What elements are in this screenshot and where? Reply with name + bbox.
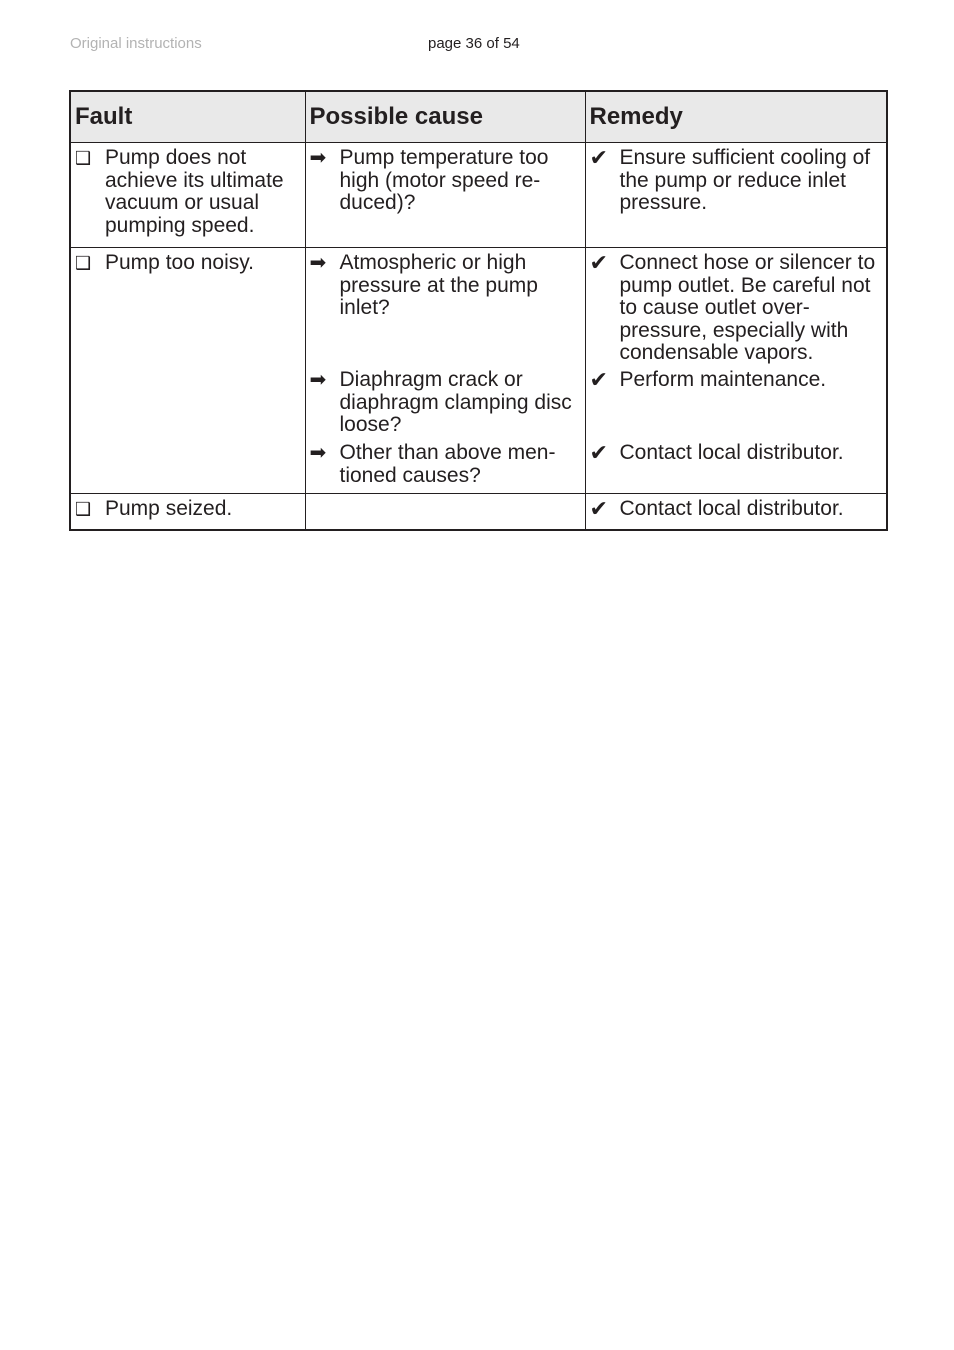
cause-text: Other than above men-tioned causes? xyxy=(339,441,556,487)
checkbox-icon: ❑ xyxy=(75,499,92,519)
checkmark-icon: ✔ xyxy=(589,145,608,170)
cause-cell xyxy=(305,248,585,494)
cause-cell xyxy=(305,143,585,248)
table-header-row xyxy=(70,91,887,143)
table-row xyxy=(70,143,887,248)
remedy-cell xyxy=(585,143,887,248)
cause-text: Atmospheric or high pressure at the pump inlet? xyxy=(339,251,538,319)
remedy-cell xyxy=(585,248,887,494)
fault-text: Pump too noisy. xyxy=(105,251,255,274)
remedy-text: Ensure sufficient cooling of the pump or reduce inlet pressure. xyxy=(619,146,871,214)
cause-text: Pump temperature too high (motor speed re-duced)? xyxy=(339,146,549,214)
arrow-right-icon: ➡ xyxy=(309,147,327,169)
checkmark-icon: ✔ xyxy=(589,496,608,521)
fault-cell xyxy=(70,494,305,531)
troubleshooting-table xyxy=(69,90,888,531)
arrow-right-icon: ➡ xyxy=(309,369,327,391)
arrow-right-icon: ➡ xyxy=(309,442,327,464)
cause-cell xyxy=(305,494,585,531)
arrow-right-icon: ➡ xyxy=(309,252,327,274)
remedy-text: Connect hose or silencer to pump outlet. Be careful not to cause outlet over-pressure, especially with condensable vapors. xyxy=(619,251,876,364)
fault-cell xyxy=(70,143,305,248)
cause-text: Diaphragm crack or diaphragm clamping disc loose? xyxy=(339,368,572,436)
remedy-text: Perform maintenance. xyxy=(619,368,827,391)
table-row xyxy=(70,494,887,531)
remedy-column-header: Remedy xyxy=(585,91,887,143)
page-number: page 36 of 54 xyxy=(428,35,520,52)
remedy-cell xyxy=(585,494,887,531)
remedy-text: Contact local distributor. xyxy=(619,441,844,464)
table-row xyxy=(70,248,887,494)
remedy-text: Contact local distributor. xyxy=(619,497,844,520)
checkbox-icon: ❑ xyxy=(75,148,92,168)
document-title: Original instructions xyxy=(70,35,202,52)
fault-cell xyxy=(70,248,305,494)
checkbox-icon: ❑ xyxy=(75,253,92,273)
fault-text: Pump does not achieve its ultimate vacuum or usual pumping speed. xyxy=(105,146,284,237)
checkmark-icon: ✔ xyxy=(589,367,608,392)
fault-column-header: Fault xyxy=(70,91,305,143)
fault-text: Pump seized. xyxy=(105,497,233,520)
cause-column-header: Possible cause xyxy=(305,91,585,143)
checkmark-icon: ✔ xyxy=(589,250,608,275)
checkmark-icon: ✔ xyxy=(589,440,608,465)
